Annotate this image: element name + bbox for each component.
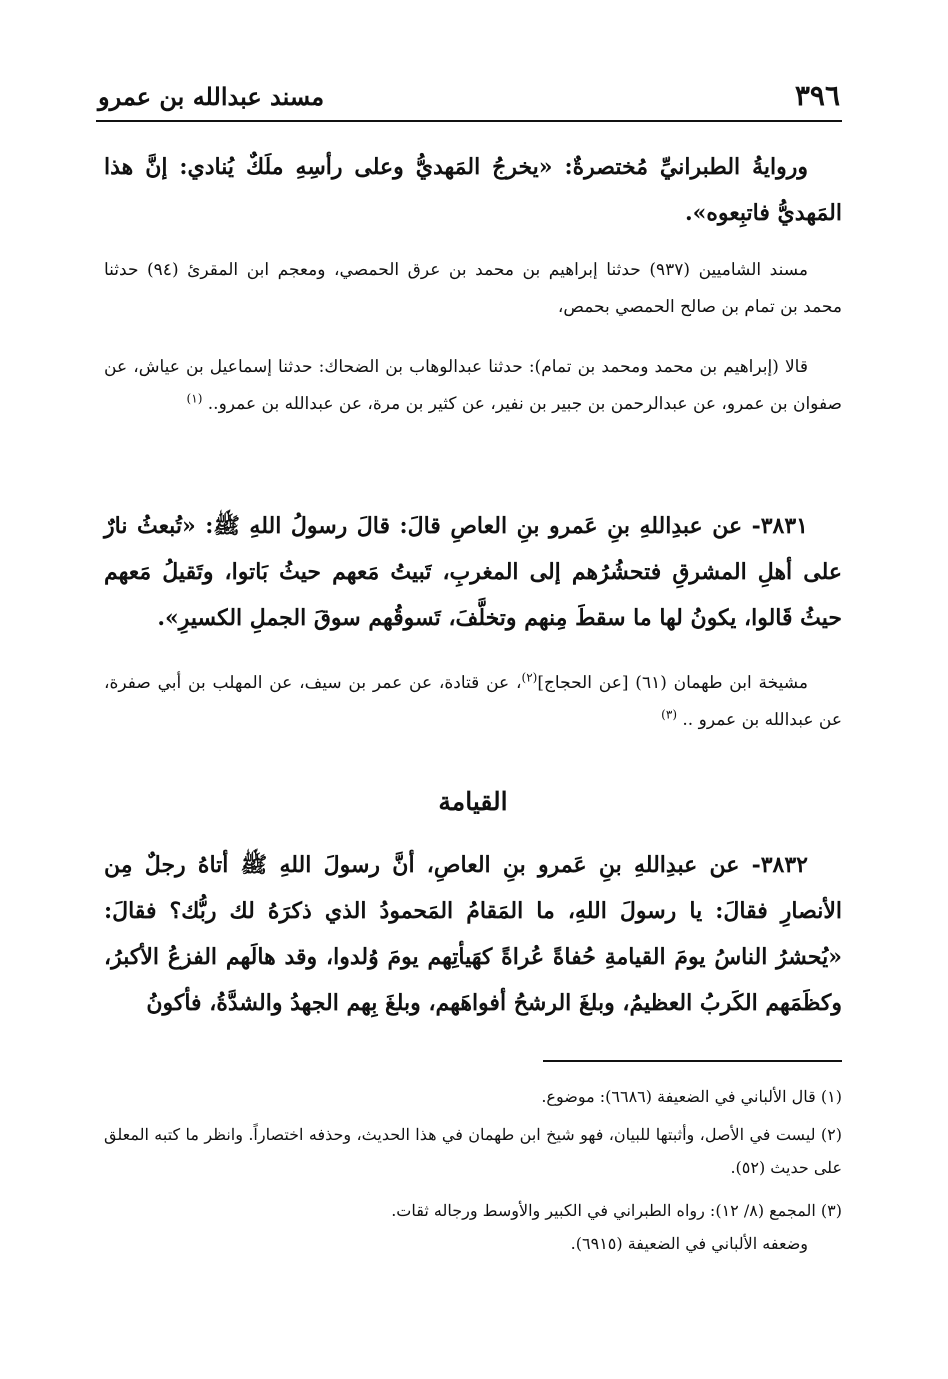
footnote-text: (١) قال الألباني في الضعيفة (٦٦٨٦): موضوع.	[541, 1087, 842, 1106]
tabarani-narration-paragraph	[104, 144, 842, 236]
page-number: ٣٩٦	[794, 79, 840, 112]
hadith-3831-paragraph	[104, 503, 842, 641]
chain-of-narrators-paragraph	[104, 349, 842, 423]
paragraph-text: ، عن قتادة، عن عمر بن سيف، عن المهلب بن أبي صفرة، عن عبدالله بن عمرو ..	[104, 673, 842, 730]
hadith-3832-paragraph	[104, 842, 842, 1026]
paragraph-text: ٣٨٣٢- عن عبدِاللهِ بنِ عَمرو بنِ العاصِ، أنَّ رسولَ اللهِ ﷺ أتاهُ رجلٌ مِن الأنصارِ فقالَ: يا رسولَ اللهِ، ما المَقامُ المَحمودُ الذي ذكرَهُ لك ربُّك؟ فقالَ: «يُحشرُ الناسُ يومَ القيامةِ حُفاةً عُراةً كهَيأتِهم يومَ وُلدوا، وقد هالَهم الفزعُ الأكبرُ، وكظَمَهم الكَربُ العظيمُ، وبلغَ الرشحُ أفواهَهم، وبلغَ بِهم الجهدُ والشدَّةُ، فأكونُ	[104, 852, 842, 1016]
footnote-2	[104, 1118, 842, 1184]
mashyakha-ibn-tahman-paragraph	[104, 665, 842, 739]
footnote-marker: (٣)	[661, 707, 677, 722]
paragraph-text: مسند الشاميين (٩٣٧) حدثنا إبراهيم بن محمد بن عرق الحمصي، ومعجم ابن المقرئ (٩٤) حدثنا محمد بن تمام بن صالح الحمصي بحمص،	[104, 260, 842, 317]
footnote-marker: (٢)	[521, 670, 538, 685]
footnote-text-line: (٣) المجمع (٨/ ١٢): رواه الطبراني في الكبير والأوسط ورجاله ثقات.	[391, 1201, 842, 1220]
paragraph-text: مشيخة ابن طهمان (٦١) [عن الحجاج]	[537, 673, 808, 693]
footnote-marker: (١)	[186, 391, 203, 406]
page-header	[96, 78, 842, 122]
paragraph-text: ٣٨٣١- عن عبدِاللهِ بنِ عَمرو بنِ العاصِ قالَ: قالَ رسولُ اللهِ ﷺ: «تُبعثُ نارٌ على أهلِ المشرقِ فتحشُرُهم إلى المغربِ، تَبيتُ مَعهم حيثُ بَاتوا، وتَقيلُ مَعهم حيثُ قَالوا، يكونُ لها ما سقطَ مِنهم وتخلَّفَ، تَسوقُهم سوقَ الجملِ الكسيرِ».	[104, 513, 842, 631]
musnad-shamiyyin-paragraph	[104, 252, 842, 326]
section-title: القيامة	[438, 787, 508, 816]
footnote-1	[104, 1080, 842, 1113]
running-title: مسند عبدالله بن عمرو	[98, 82, 325, 111]
paragraph-text: وروايةُ الطبرانيِّ مُختصرةٌ: «يخرجُ المَهديُّ وعلى رأسِهِ ملَكٌ يُنادي: إنَّ هذا المَهديُّ فاتبِعوه».	[104, 154, 842, 226]
footnote-text-line: وضعفه الألباني في الضعيفة (٦٩١٥).	[570, 1234, 808, 1253]
paragraph-text: قالا (إبراهيم بن محمد ومحمد بن تمام): حدثنا عبدالوهاب بن الضحاك: حدثنا إسماعيل بن عياش، عن صفوان بن عمرو، عن عبدالرحمن بن جبير بن نفير، عن كثير بن مرة، عن عبدالله بن عمرو..	[104, 357, 842, 414]
footnote-text: (٢) ليست في الأصل، وأثبتها للبيان، فهو شيخ ابن طهمان في هذا الحديث، وحذفه اختصاراً. وانظر ما كتبه المعلق على حديث (٥٢).	[104, 1125, 842, 1177]
footnote-separator	[543, 1060, 842, 1062]
footnote-3	[104, 1194, 842, 1260]
